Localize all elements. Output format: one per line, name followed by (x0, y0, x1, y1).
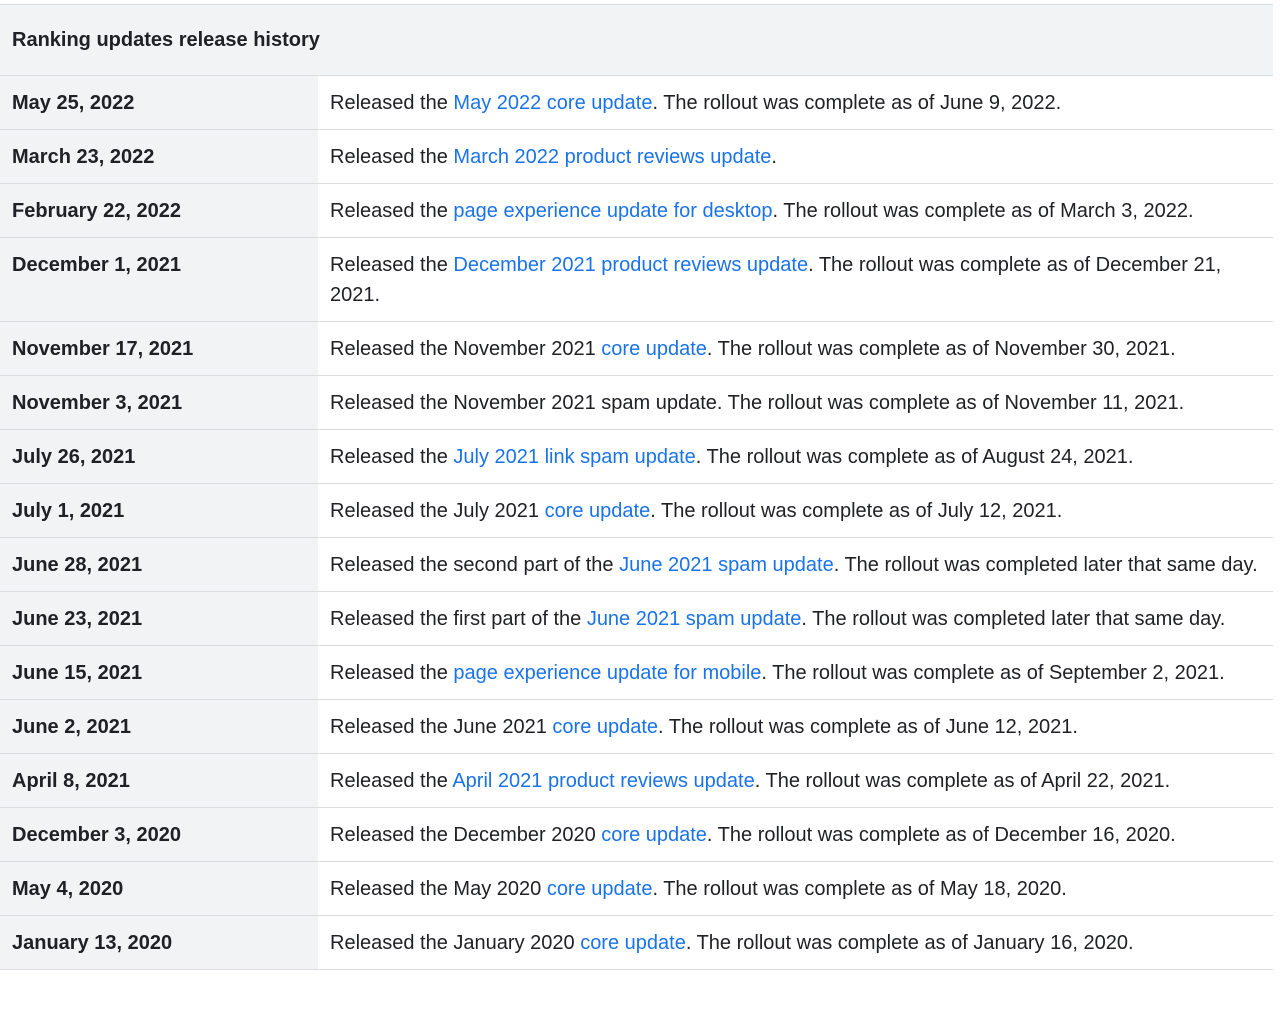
release-description (318, 862, 1273, 916)
release-description (318, 238, 1273, 322)
update-link[interactable]: page experience update for desktop (453, 200, 773, 222)
description-text: . The rollout was complete as of April 22, 2021. (754, 770, 1171, 792)
update-link[interactable]: December 2021 product reviews update (453, 254, 809, 276)
release-description (318, 700, 1273, 754)
description-text: Released the June 2021 (330, 716, 553, 738)
update-link[interactable]: June 2021 spam update (619, 554, 834, 576)
ranking-updates-table (0, 4, 1273, 970)
description-text: . The rollout was complete as of July 12, 2021. (650, 500, 1063, 522)
table-row (0, 700, 1273, 754)
table-row (0, 430, 1273, 484)
update-link[interactable]: core update (552, 716, 659, 738)
update-link[interactable]: core update (601, 824, 707, 846)
description-text: . The rollout was complete as of December 16, 2020. (706, 824, 1176, 846)
description-text: Released the (330, 146, 454, 168)
description-text: . The rollout was complete as of September 2, 2021. (761, 662, 1225, 684)
table-row (0, 376, 1273, 430)
description-text: . The rollout was complete as of June 12, 2021. (658, 716, 1078, 738)
description-text: Released the (330, 662, 454, 684)
description-text: . The rollout was complete as of March 3, 2022. (772, 200, 1194, 222)
release-date: March 23, 2022 (0, 130, 318, 184)
table-header-row (0, 5, 1273, 76)
update-link[interactable]: core update (580, 932, 686, 954)
release-date: June 15, 2021 (0, 646, 318, 700)
description-text: . The rollout was completed later that same day. (801, 608, 1226, 630)
description-text: . The rollout was complete as of May 18, 2020. (652, 878, 1067, 900)
table-row (0, 76, 1273, 130)
table-body (0, 76, 1273, 970)
description-text: Released the November 2021 (330, 338, 602, 360)
release-date: June 28, 2021 (0, 538, 318, 592)
release-description (318, 130, 1273, 184)
description-text: . The rollout was completed later that same day. (833, 554, 1258, 576)
release-date: November 17, 2021 (0, 322, 318, 376)
release-date: July 1, 2021 (0, 484, 318, 538)
description-text: Released the July 2021 (330, 500, 545, 522)
table-row (0, 862, 1273, 916)
description-text: Released the first part of the (330, 608, 587, 630)
update-link[interactable]: core update (544, 500, 651, 522)
table-row (0, 322, 1273, 376)
description-text: Released the (330, 770, 453, 792)
description-text: . The rollout was complete as of January 16, 2020. (685, 932, 1134, 954)
table-row (0, 754, 1273, 808)
description-text: Released the (330, 92, 454, 114)
release-date: June 23, 2021 (0, 592, 318, 646)
release-date: June 2, 2021 (0, 700, 318, 754)
release-date: July 26, 2021 (0, 430, 318, 484)
release-description (318, 538, 1273, 592)
table-row (0, 238, 1273, 322)
description-text: . The rollout was complete as of June 9, 2022. (652, 92, 1062, 114)
table-row (0, 184, 1273, 238)
release-description (318, 484, 1273, 538)
description-text: Released the second part of the (330, 554, 620, 576)
release-description (318, 184, 1273, 238)
update-link[interactable]: April 2021 product reviews update (452, 770, 755, 792)
table-header: Ranking updates release history (0, 5, 1273, 76)
table-row (0, 538, 1273, 592)
table-row (0, 484, 1273, 538)
release-date: November 3, 2021 (0, 376, 318, 430)
release-description (318, 76, 1273, 130)
table-row (0, 646, 1273, 700)
update-link[interactable]: core update (546, 878, 653, 900)
release-date: April 8, 2021 (0, 754, 318, 808)
release-description (318, 322, 1273, 376)
description-text: Released the (330, 200, 454, 222)
table-row (0, 808, 1273, 862)
update-link[interactable]: May 2022 core update (453, 92, 653, 114)
description-text: Released the (330, 446, 454, 468)
update-link[interactable]: July 2021 link spam update (453, 446, 696, 468)
release-date: January 13, 2020 (0, 916, 318, 970)
release-description (318, 808, 1273, 862)
description-text: Released the May 2020 (330, 878, 547, 900)
description-text: Released the January 2020 (330, 932, 581, 954)
update-link[interactable]: June 2021 spam update (586, 608, 802, 630)
description-text: . The rollout was complete as of August 24, 2021. (695, 446, 1134, 468)
description-text: Released the December 2020 (330, 824, 602, 846)
description-text: Released the November 2021 spam update. The rollout was complete as of November 11, 2021. (330, 392, 1185, 414)
release-description (318, 754, 1273, 808)
table-row (0, 916, 1273, 970)
release-description (318, 916, 1273, 970)
release-date: February 22, 2022 (0, 184, 318, 238)
description-text: . (771, 146, 777, 168)
release-description (318, 592, 1273, 646)
release-description (318, 430, 1273, 484)
release-date: May 4, 2020 (0, 862, 318, 916)
update-link[interactable]: page experience update for mobile (453, 662, 762, 684)
description-text: . The rollout was complete as of December 21, 2021. (330, 254, 1222, 306)
update-link[interactable]: core update (601, 338, 707, 360)
release-description (318, 376, 1273, 430)
release-description (318, 646, 1273, 700)
description-text: . The rollout was complete as of November 30, 2021. (706, 338, 1176, 360)
description-text: Released the (330, 254, 454, 276)
update-link[interactable]: March 2022 product reviews update (453, 146, 772, 168)
release-date: May 25, 2022 (0, 76, 318, 130)
table-row (0, 130, 1273, 184)
table-row (0, 592, 1273, 646)
release-date: December 1, 2021 (0, 238, 318, 322)
release-date: December 3, 2020 (0, 808, 318, 862)
